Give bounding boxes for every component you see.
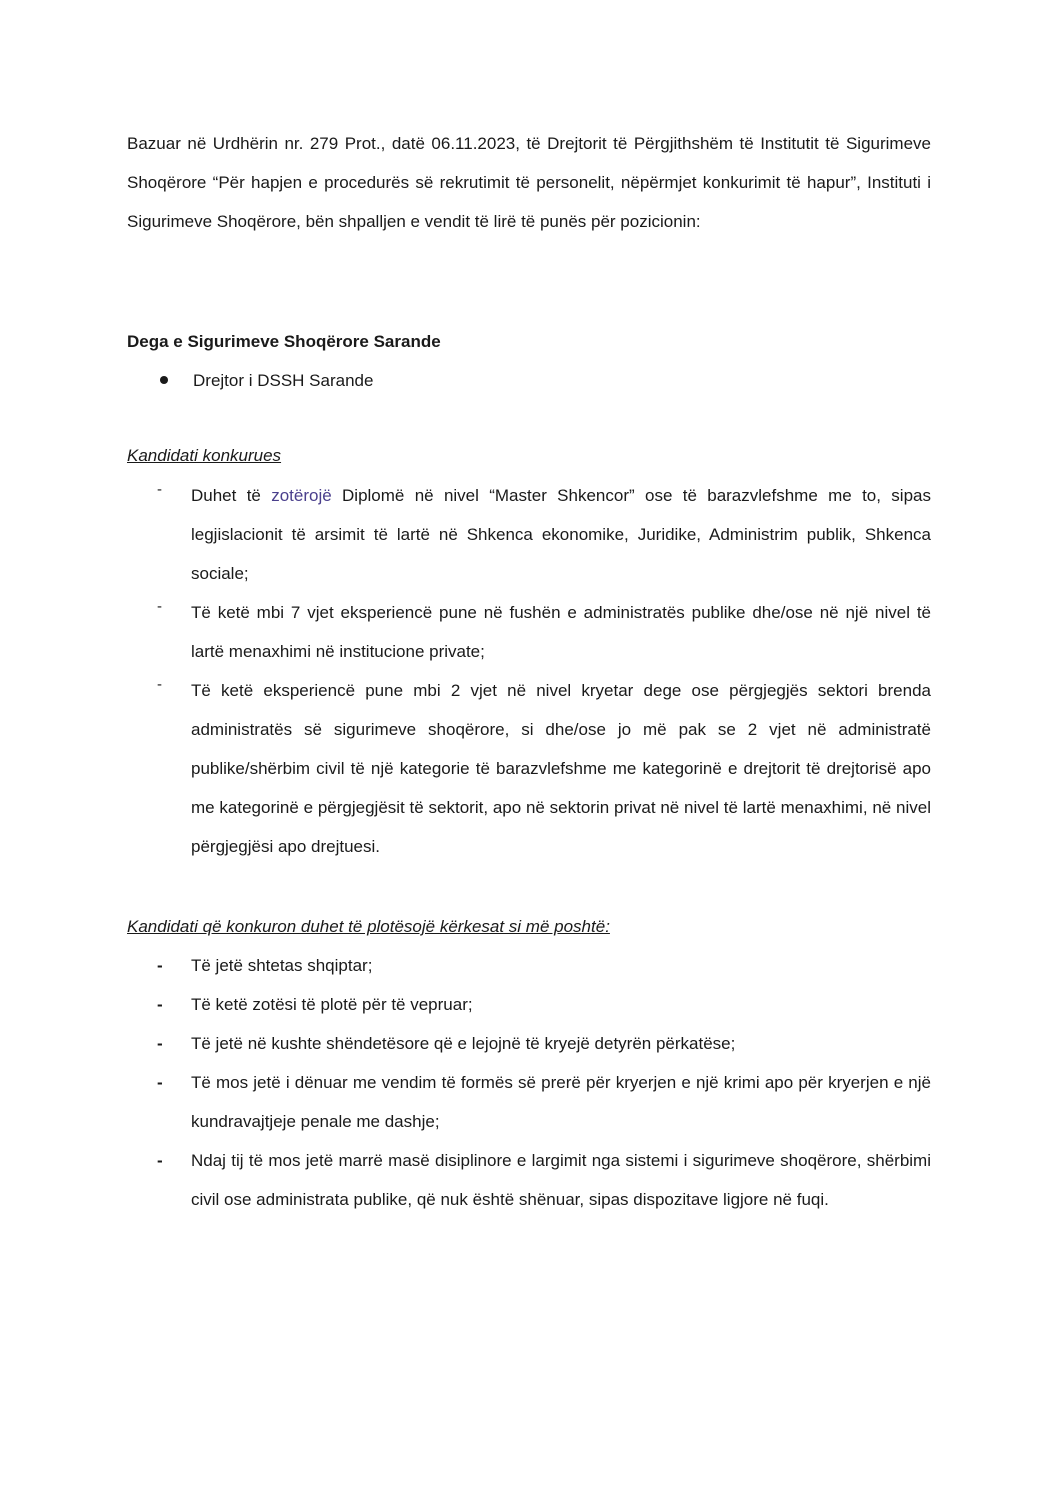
list-item-text-highlight: zotërojë: [271, 486, 332, 505]
section-heading-candidate: Kandidati konkurues: [127, 446, 282, 465]
list-item-text: Të ketë zotësi të plotë për të vepruar;: [191, 995, 473, 1014]
requirements-list: [127, 946, 931, 1219]
list-item-text: Të jetë shtetas shqiptar;: [191, 956, 373, 975]
dash-marker-icon: -: [157, 1073, 163, 1092]
list-item-text: Të ketë mbi 7 vjet eksperiencë pune në fushën e administratës publike dhe/ose në një nivel të lartë menaxhimi në institucione private;: [191, 603, 931, 661]
list-item-text: Të jetë në kushte shëndetësore që e lejojnë të kryejë detyrën përkatëse;: [191, 1034, 736, 1053]
list-item-text: Të ketë eksperiencë pune mbi 2 vjet në nivel kryetar dege ose përgjegjës sektori brenda administratës së sigurimeve shoqërore, si dhe/ose jo më pak se 2 vjet në administratë publike/shërbim civil të një kategorie të barazvlefshme me kategorinë e drejtorit të drejtorisë apo me kategorinë e përgjegjësit të sektorit, apo në sektorin privat në nivel të lartë menaxhimi, në nivel përgjegjësi apo drejtuesi.: [191, 681, 931, 856]
list-item-text: Të mos jetë i dënuar me vendim të formës së prerë për kryerjen e një krimi apo për kryerjen e një kundravajtjeje penale me dashje;: [191, 1073, 931, 1131]
list-item: [127, 1141, 931, 1219]
list-item: [127, 476, 931, 593]
dash-marker-icon: -: [157, 1151, 163, 1170]
dash-marker-icon: -: [157, 676, 162, 693]
dash-marker-icon: -: [157, 598, 162, 615]
list-item: [127, 593, 931, 671]
candidate-criteria-list: [127, 476, 931, 866]
list-item: [127, 985, 931, 1024]
bullet-dot-icon: [160, 376, 168, 384]
list-item-text-rest: Diplomë në nivel “Master Shkencor” ose të barazvlefshme me to, sipas legjislacionit të arsimit të lartë në Shkenca ekonomike, Juridike, Administrim publik, Shkenca sociale;: [191, 486, 931, 583]
list-item-text-lead: Duhet të: [191, 486, 272, 505]
list-item: [127, 1063, 931, 1141]
list-item-text: Ndaj tij të mos jetë marrë masë disiplinore e largimit nga sistemi i sigurimeve shoqërore, shërbimi civil ose administrata publike, që nuk është shënuar, sipas dispozitave ligjore në fuqi.: [191, 1151, 931, 1209]
list-item: [127, 946, 931, 985]
dash-marker-icon: -: [157, 956, 163, 975]
intro-paragraph: Bazuar në Urdhërin nr. 279 Prot., datë 06.11.2023, të Drejtorit të Përgjithshëm të Institutit të Sigurimeve Shoqërore “Për hapjen e procedurës së rekrutimit të personelit, nëpërmjet konkurimit të hapur”, Instituti i Sigurimeve Shoqërore, bën shpalljen e vendit të lirë të punës për pozicionin:: [127, 134, 931, 231]
department-title: Dega e Sigurimeve Shoqërore Sarande: [127, 332, 441, 351]
dash-marker-icon: -: [157, 995, 163, 1014]
section-heading-requirements: Kandidati që konkuron duhet të plotësojë kërkesat si më poshtë:: [127, 917, 610, 936]
position-label: Drejtor i DSSH Sarande: [193, 371, 374, 390]
list-item: [127, 1024, 931, 1063]
list-item: [127, 671, 931, 866]
dash-marker-icon: -: [157, 1034, 163, 1053]
dash-marker-icon: -: [157, 481, 162, 498]
